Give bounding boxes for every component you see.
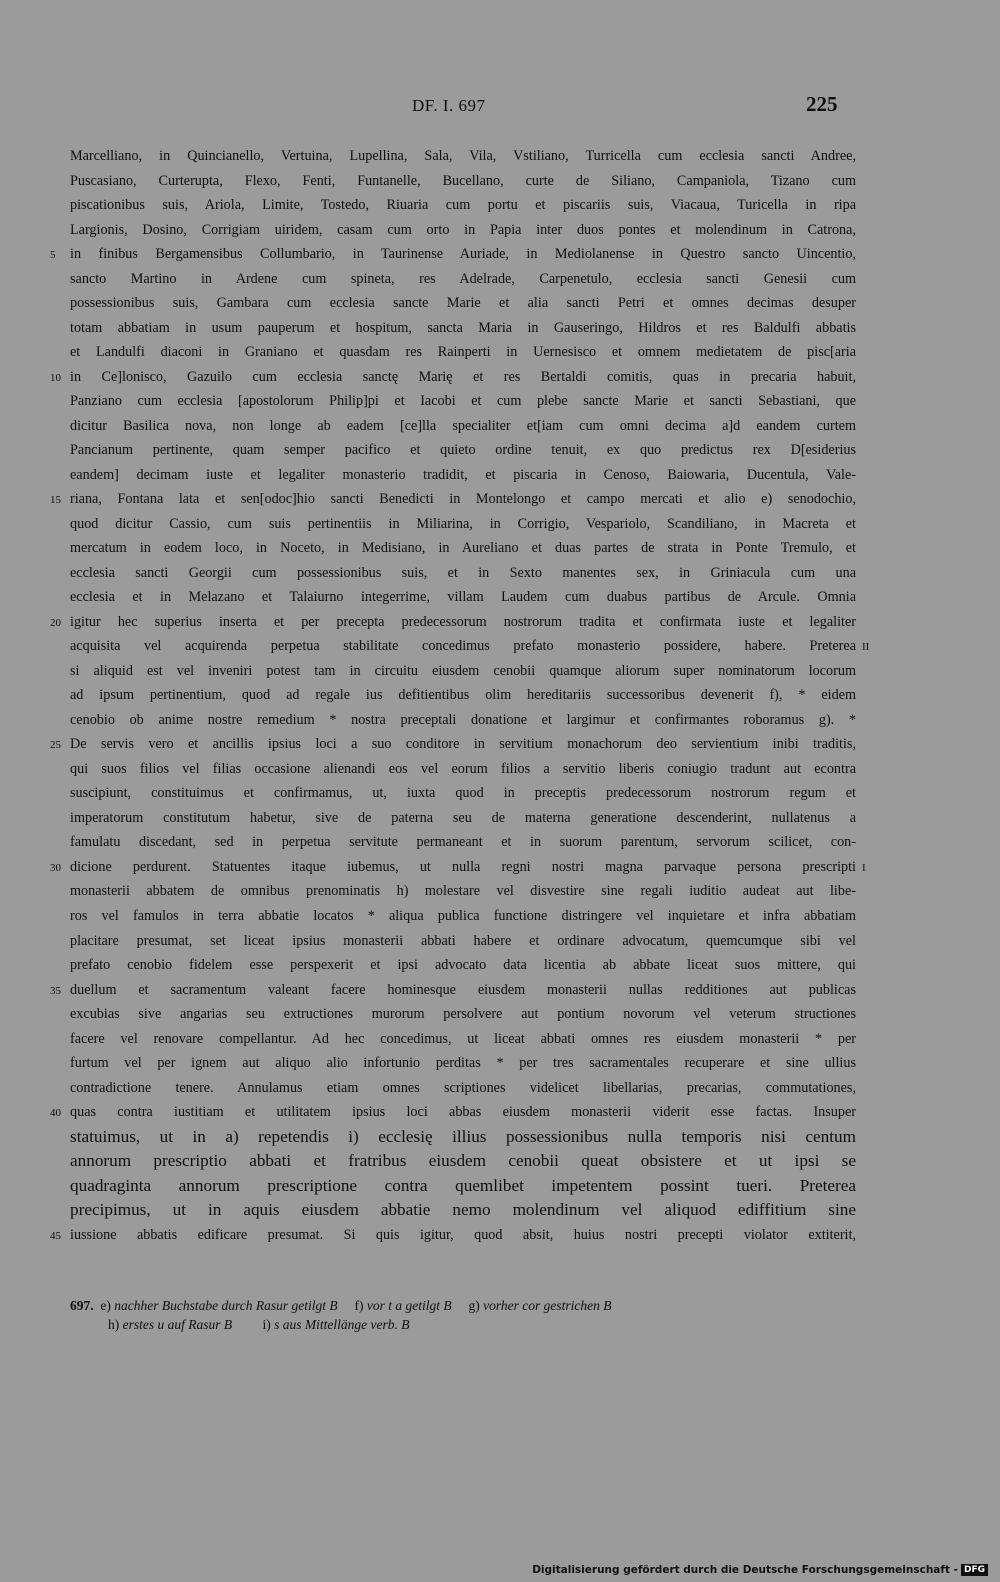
line-text: et Landulfi diaconi in Graniano et quasdam res Rainperti in Uernesisco et omnem medietatem de pisc[aria (70, 344, 856, 361)
text-line (70, 904, 856, 929)
text-line (70, 1051, 856, 1076)
text-line (70, 316, 856, 341)
text-line (50, 855, 866, 880)
line-text: acquisita vel acquirenda perpetua stabilitate concedimus prefato monasterio possidere, habere. Preterea (70, 638, 856, 655)
line-number: 45 (50, 1229, 61, 1242)
margin-note: I (862, 861, 866, 874)
line-text: eandem] decimam iuste et legaliter monasterio tradidit, et piscaria in Cenoso, Baiowaria, Ducentula, Vale- (70, 466, 856, 483)
footnote-g: vorher cor gestrichen B (483, 1298, 612, 1313)
line-text: si aliquid est vel inveniri potest tam in circuitu eiusdem cenobii quamque aliorum super nominatorum locorum (70, 662, 856, 679)
footnotes (70, 1296, 856, 1334)
line-text: ros vel famulos in terra abbatie locatos * aliqua publica functione distringere vel inquietare et infra abbatiam (70, 907, 856, 924)
text-line (70, 634, 870, 659)
dfg-logo: DFG (961, 1564, 988, 1576)
text-line (50, 1223, 856, 1248)
text-line (50, 487, 856, 512)
line-text: in finibus Bergamensibus Collumbario, in Taurinense Auriade, in Mediolanense in Questro sancto Uincentio, (70, 246, 856, 263)
line-number: 15 (50, 494, 61, 507)
running-head: DF. I. 697 (412, 96, 486, 115)
line-text: placitare presumat, set liceat ipsius monasterii abbati habere et ordinare advocatum, quemcumque sibi vel (70, 932, 856, 949)
text-line (70, 193, 856, 218)
footnote-line-1 (70, 1296, 856, 1315)
text-line (70, 830, 856, 855)
line-text: Panziano cum ecclesia [apostolorum Philip]pi et Iacobi et cum plebe sancte Marie et sancti Sebastiani, que (70, 393, 856, 410)
line-text: piscationibus suis, Ariola, Limite, Tostedo, Riuaria cum portu et piscariis suis, Viacaua, Turicella in ripa (70, 197, 856, 214)
footnote-g-label: g) (468, 1298, 480, 1313)
text-line (70, 414, 856, 439)
line-text: Marcelliano, in Quincianello, Vertuina, Lupellina, Sala, Vila, Vstiliano, Turricella cum ecclesia sancti Andree, (70, 148, 856, 164)
line-text: quod dicitur Cassio, cum suis pertinentiis in Miliarina, in Corrigio, Vespariolo, Scandiliano, in Macreta et (70, 515, 856, 532)
text-line (50, 978, 856, 1003)
footnote-e: nachher Buchstabe durch Rasur getilgt B (114, 1298, 338, 1313)
line-number: 30 (50, 861, 61, 874)
text-line (70, 536, 856, 561)
text-line (70, 879, 856, 904)
line-text: dicitur Basilica nova, non longe ab eadem [ce]lla specialiter et[iam cum omni decima a]d eandem curtem (70, 417, 856, 434)
line-text: ad ipsum pertinentium, quod ad regale ius defitientibus olim hereditariis successoribus devenerit f), * eidem (70, 687, 856, 704)
text-line (70, 463, 856, 488)
line-text: sancto Martino in Ardene cum spineta, res Adelrade, Carpenetulo, ecclesia sancti Genesii cum (70, 270, 856, 287)
footnote-i: s aus Mittellänge verb. B (274, 1317, 410, 1332)
text-line (50, 610, 856, 635)
line-text: imperatorum constitutum habetur, sive de paterna seu de materna generatione descenderint, nullatenus a (70, 809, 856, 826)
line-text: dicione perdurent. Statuentes itaque iubemus, ut nulla regni nostri magna parvaque persona prescripti (70, 858, 856, 875)
text-line (50, 732, 856, 757)
line-text: contradictione tenere. Annulamus etiam omnes scriptiones videlicet libellarias, precarias, commutationes, (70, 1079, 856, 1096)
line-text: in Ce]lonisco, Gazuilo cum ecclesia sanctę Marię et res Bertaldi comitis, quas in precaria habuit, (70, 368, 856, 385)
line-text: cenobio ob anime nostre remedium * nostra preceptali donatione et largimur et confirmantes roboramus g). * (70, 711, 856, 728)
text-line (70, 1198, 856, 1223)
line-number: 10 (50, 371, 61, 384)
page-number: 225 (806, 92, 838, 116)
text-line (70, 1149, 856, 1174)
line-text: Puscasiano, Curterupta, Flexo, Fenti, Funtanelle, Bucellano, curte de Siliano, Campaniola, Tizano cum (70, 172, 856, 189)
line-number: 25 (50, 739, 61, 752)
text-line (50, 242, 856, 267)
line-text: Largionis, Dosino, Corrigiam uiridem, casam cum orto in Papia inter duos pontes et molendinum in Catrona, (70, 221, 856, 238)
footnote-f-label: f) (354, 1298, 364, 1313)
page-header (0, 94, 1000, 122)
footnote-h: erstes u auf Rasur B (122, 1317, 233, 1332)
line-text: igitur hec superius inserta et per precepta predecessorum nostrorum tradita et confirmata iuste et legaliter (70, 613, 856, 630)
text-line (70, 708, 856, 733)
text-line (70, 1002, 856, 1027)
line-text: ecclesia et in Melazano et Talaiurno integerrime, villam Laudem cum duabus partibus de Arcule. Omnia (70, 589, 856, 606)
text-line (70, 1076, 856, 1101)
text-line (70, 683, 856, 708)
text-line (70, 267, 856, 292)
footnote-doc-number: 697. (70, 1298, 94, 1313)
text-line (70, 438, 856, 463)
text-line (50, 1100, 856, 1125)
text-line (70, 1027, 856, 1052)
text-line (70, 389, 856, 414)
line-number: 35 (50, 984, 61, 997)
text-line (70, 340, 856, 365)
text-line (70, 169, 856, 194)
footnote-h-label: h) (108, 1317, 120, 1332)
text-line (70, 144, 856, 169)
digitization-credit (532, 1560, 988, 1580)
margin-note: II (862, 641, 870, 654)
line-text: precipimus, ut in aquis eiusdem abbatie nemo molendinum vel aliquod ediffitium sine (70, 1200, 856, 1220)
line-text: facere vel renovare compellantur. Ad hec concedimus, ut liceat abbati omnes res eiusdem monasterii * per (70, 1030, 856, 1047)
credit-text: Digitalisierung gefördert durch die Deutsche Forschungsgemeinschaft - (532, 1564, 958, 1576)
text-line (70, 757, 856, 782)
text-line (70, 218, 856, 243)
text-line (70, 929, 856, 954)
line-text: suscipiunt, constituimus et confirmamus, ut, iuxta quod in preceptis predecessorum nostrorum regum et (70, 785, 856, 802)
line-text: excubias sive angarias seu extructiones murorum persolvere aut pontium novorum vel veterum structiones (70, 1006, 856, 1023)
footnote-i-label: i) (262, 1317, 271, 1332)
text-line (70, 806, 856, 831)
line-text: prefato cenobio fidelem esse perspexerit et ipsi advocato data licentia ab abbate liceat suos mittere, qui (70, 957, 856, 974)
footnote-e-label: e) (100, 1298, 111, 1313)
line-text: possessionibus suis, Gambara cum ecclesia sancte Marie et alia sancti Petri et omnes decimas desuper (70, 295, 856, 312)
text-line (70, 953, 856, 978)
line-text: statuimus, ut in a) repetendis i) ecclesię illius possessionibus nulla temporis nisi centum (70, 1126, 856, 1146)
line-number: 20 (50, 616, 61, 629)
line-number: 40 (50, 1107, 61, 1120)
line-text: quadraginta annorum prescriptione contra quemlibet impetentem possint tueri. Preterea (70, 1175, 856, 1195)
line-text: ecclesia sancti Georgii cum possessionibus suis, et in Sexto manentes sex, in Griniacula cum una (70, 564, 856, 581)
line-text: mercatum in eodem loco, in Noceto, in Medisiano, in Aureliano et duas partes de strata in Ponte Tremulo, et (70, 540, 856, 557)
text-line (70, 561, 856, 586)
charter-text (50, 144, 870, 1247)
footnote-line-2 (70, 1315, 856, 1334)
line-text: Pancianum pertinente, quam semper pacifico et quieto ordine tenuit, ex quo predictus rex D[esiderius (70, 442, 856, 459)
line-text: riana, Fontana lata et sen[odoc]hio sancti Benedicti in Montelongo et campo mercati et alio e) senodochio, (70, 491, 856, 508)
line-text: monasterii abbatem de omnibus prenominatis h) molestare vel disvestire sine regali iuditio audeat aut libe- (70, 883, 856, 900)
text-line (70, 659, 856, 684)
text-line (70, 585, 856, 610)
text-line (70, 781, 856, 806)
footnote-f: vor t a getilgt B (366, 1298, 452, 1313)
text-line (70, 291, 856, 316)
line-text: qui suos filios vel filias occasione alienandi eos vel eorum filios a servitio liberis coniugio tradunt aut econtra (70, 760, 856, 777)
line-number: 5 (50, 249, 56, 262)
text-line (70, 1125, 856, 1150)
line-text: duellum et sacramentum valeant facere hominesque eiusdem monasterii nullas redditiones aut publicas (70, 981, 856, 998)
line-text: furtum vel per ignem aut aliquo alio infortunio perditas * per tres sacramentales recuperare et sine ullius (70, 1055, 856, 1072)
line-text: iussione abbatis edificare presumat. Si quis igitur, quod absit, huius nostri precepti violator extiterit, (70, 1226, 856, 1243)
text-line (70, 512, 856, 537)
text-line (50, 365, 856, 390)
line-text: De servis vero et ancillis ipsius loci a suo conditore in servitium monachorum deo servientium inibi traditis, (70, 736, 856, 753)
line-text: annorum prescriptio abbati et fratribus eiusdem cenobii queat obsistere et ut ipsi se (70, 1151, 856, 1171)
line-text: totam abbatiam in usum pauperum et hospitum, sancta Maria in Gauseringo, Hildros et res Baldulfi abbatis (70, 319, 856, 336)
text-line (70, 1174, 856, 1199)
line-text: quas contra iustitiam et utilitatem ipsius loci abbas eiusdem monasterii viderit esse factas. Insuper (70, 1104, 856, 1121)
line-text: famulatu discedant, sed in perpetua servitute permaneant et in suorum parentum, servorum scilicet, con- (70, 834, 856, 851)
